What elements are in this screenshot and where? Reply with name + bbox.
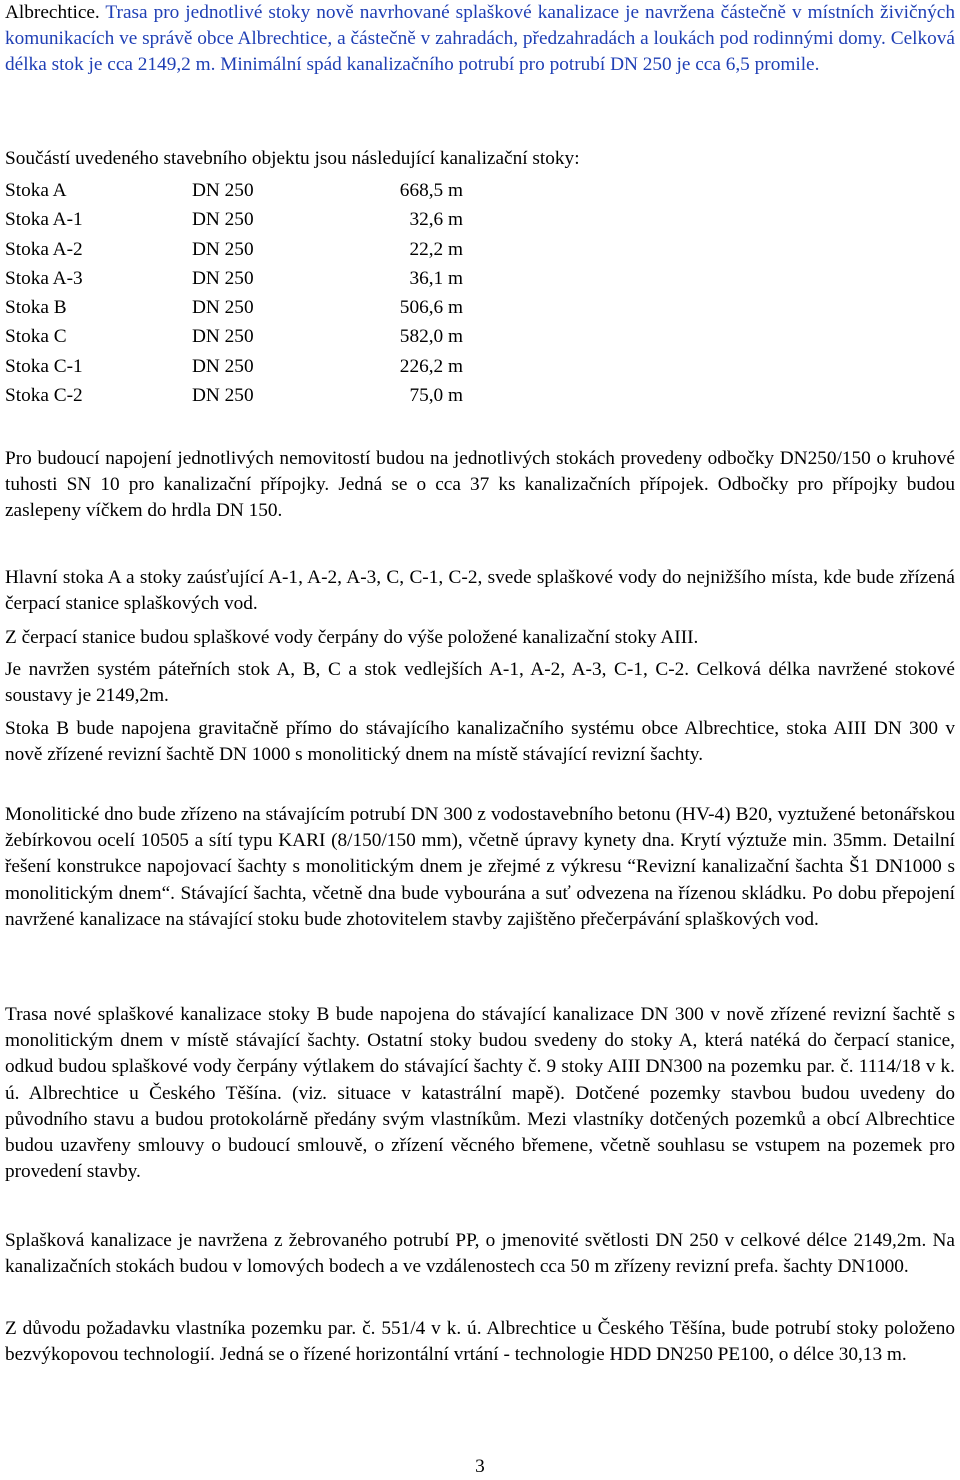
stoka-length: 75,0 m [409,385,463,407]
stoka-name: Stoka C-2 [5,385,83,407]
stoka-length: 226,2 m [399,355,463,377]
stoka-row [5,264,605,293]
stoka-dn: DN 250 [192,297,254,319]
stoka-dn: DN 250 [192,355,254,377]
stoka-length: 506,6 m [399,297,463,319]
paragraph-hlavni-stoka: Hlavní stoka A a stoky zaúsťující A-1, A-2, A-3, C, C-1, C-2, svede splaškové vody do nejnižšího místa, kde bude zřízená čerpací stanice splaškových vod. [5,567,955,615]
paragraph-bezvykopova-technologie: Z důvodu požadavku vlastníka pozemku par. č. 551/4 v k. ú. Albrechtice u Českého Těšína, bude potrubí stoky položeno bezvýkopovou technologií. Jedná se o řízené horizontální vrtání - technologie HDD DN250 PE100, o délce 30,13 m. [5,1318,955,1366]
paragraph-monoliticke-dno: Monolitické dno bude zřízeno na stávajícím potrubí DN 300 z vodostavebního betonu (HV-4) B20, vyztužené betonářskou žebírkovou ocelí 10505 a sítí typu KARI (8/150/150 mm), včetně úpravy kynety dna. Krytí výztuže min. 35mm. Detailní řešení konstrukce napojovací šachty s monolitickým dnem je zřejmé z výkresu “Revizní kanalizační šachta Š1 DN1000 s monolitickým dnem“. Stávající šachta, včetně dna bude vybourána a suť odvezena na řízenou skládku. Po dobu přepojení navržené kanalizace na stávající stoku bude zhotovitelem stavby zajištěno přečerpávání splaškových vod. [5,804,955,930]
stoka-row [5,176,605,205]
stoky-list [5,176,605,410]
stoka-row [5,381,605,410]
stoka-row [5,205,605,234]
stoka-name: Stoka A-2 [5,238,83,260]
stoka-row [5,352,605,381]
stoka-dn: DN 250 [192,267,254,289]
stoka-dn: DN 250 [192,180,254,201]
stoka-length: 668,5 m [399,180,463,201]
stoka-row [5,235,605,264]
paragraph-odbocky: Pro budoucí napojení jednotlivých nemovitostí budou na jednotlivých stokách provedeny odbočky DN250/150 o kruhové tuhosti SN 10 pro kanalizační přípojky. Jedná se o cca 37 ks kanalizačních přípojek. Odbočky pro přípojky budou zaslepeny víčkem do hrdla DN 150. [5,448,955,522]
intro-highlighted-text: Trasa pro jednotlivé stoky nově navrhované splaškové kanalizace je navržena částečně v místních živičných komunikacích ve správě obce Albrechtice, a částečně v zahradách, předzahradách a loukách pod rodinnými domy. Celková délka stok je cca 2149,2 m. Minimální spád kanalizačního potrubí pro potrubí DN 250 je cca 6,5 promile. [5,2,955,76]
stoka-length: 36,1 m [409,267,463,289]
stoka-name: Stoka C [5,326,67,348]
paragraph-trasa-stoky-b: Trasa nové splaškové kanalizace stoky B bude napojena do stávající kanalizace DN 300 v nově zřízené revizní šachtě s monolitickým dnem v místě stávající šachty. Ostatní stoky budou svedeny do stoky A, která natéká do čerpací stanice, odkud budou splaškové vody čerpány výtlakem do stávající šachty č. 9 stoky AIII DN300 na pozemku par. č. 1114/18 v k. ú. Albrechtice u Českého Těšína. (viz. situace v katastrální mapě). Dotčené pozemky stavbou budou uvedeny do původního stavu a budou protokolárně předány svým vlastníkům. Mezi vlastníky dotčených pozemků a obcí Albrechtice budou uzavřeny smlouvy o budoucí smlouvě, o zřízení věcného břemene, včetně souhlasu se vstupem na pozemek pro provedení stavby. [5,1004,955,1183]
intro-paragraph [5,0,955,79]
stoka-name: Stoka C-1 [5,355,83,377]
stoka-row [5,322,605,351]
paragraph-stoka-b: Stoka B bude napojena gravitačně přímo do stávajícího kanalizačního systému obce Albrechtice, stoka AIII DN 300 v nově zřízené revizní šachtě DN 1000 s monolitický dnem na místě stávající revizní šachty. [5,718,955,766]
stoka-row [5,293,605,322]
stoka-name: Stoka A [5,180,67,201]
stoka-dn: DN 250 [192,209,254,231]
stoka-name: Stoka A-3 [5,267,83,289]
stoka-length: 32,6 m [409,209,463,231]
stoka-dn: DN 250 [192,326,254,348]
stoka-name: Stoka B [5,297,67,319]
stoka-length: 22,2 m [409,238,463,260]
paragraph-splaskova-kanalizace: Splašková kanalizace je navržena z žebrovaného potrubí PP, o jmenovité světlosti DN 250 v celkové délce 2149,2m. Na kanalizačních stokách budou v lomových bodech a ve vzdálenostech cca 50 m zřízeny revizní prefa. šachty DN1000. [5,1230,955,1278]
intro-lead-text: Albrechtice. [5,2,106,23]
paragraph-cerpaci-stanice: Z čerpací stanice budou splaškové vody čerpány do výše položené kanalizační stoky AIII. [5,627,699,648]
stoka-name: Stoka A-1 [5,209,83,231]
paragraph-system-stok: Je navržen systém páteřních stok A, B, C a stok vedlejších A-1, A-2, A-3, C-1, C-2. Celková délka navržené stokové soustavy je 2149,2m. [5,659,955,707]
stoka-dn: DN 250 [192,238,254,260]
stoka-length: 582,0 m [399,326,463,348]
page-number: 3 [475,1456,485,1477]
stoky-list-intro: Součástí uvedeného stavebního objektu jsou následující kanalizační stoky: [5,148,580,169]
stoka-dn: DN 250 [192,385,254,407]
